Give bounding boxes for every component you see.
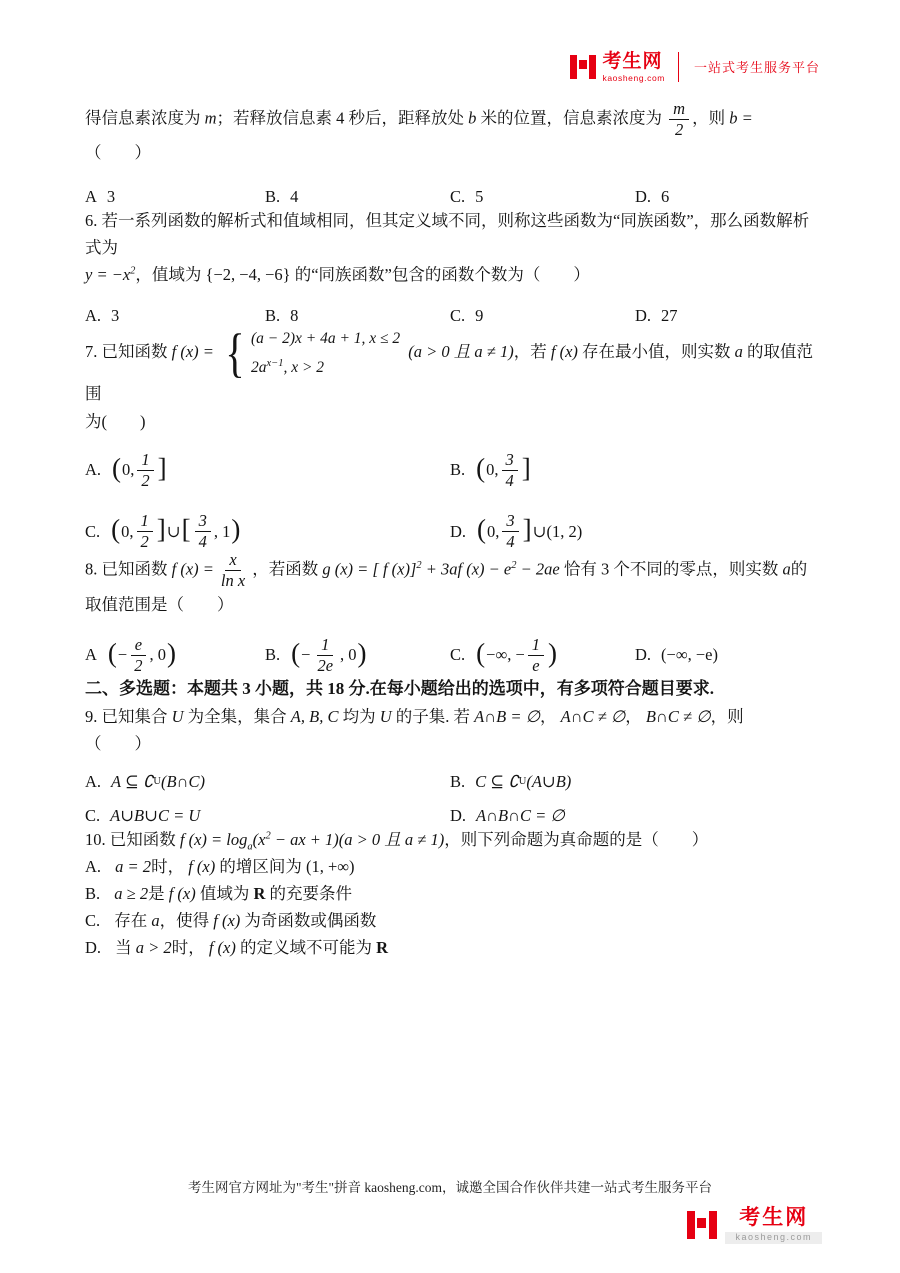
option-label: A. xyxy=(85,460,102,480)
text-run: 恰有 3 个不同的零点，则实数 xyxy=(563,559,779,579)
math-run: f (x) xyxy=(213,911,241,931)
math-run: C ⊆ ∁ xyxy=(475,771,519,791)
math-run: 0, xyxy=(121,521,134,541)
fraction xyxy=(669,100,689,139)
footer-brand-text xyxy=(725,1206,822,1244)
math-run: − ax + 1) xyxy=(270,829,339,849)
option-b xyxy=(265,187,450,207)
text-run: 得信息素浓度为 xyxy=(85,108,201,128)
question-6-options xyxy=(85,306,815,326)
math-run: − 2ae xyxy=(516,559,560,579)
fraction-numerator: 1 xyxy=(528,636,544,656)
text-run: 值域为 xyxy=(199,883,250,903)
footer-note: 考生网官方网址为"考生"拼音 kaosheng.com，诚邀全国合作伙伴共建一站式考生服务平台 xyxy=(187,1180,712,1195)
kaosheng-footer-logo xyxy=(687,1206,822,1244)
fraction-denominator: 2 xyxy=(134,655,143,675)
question-9-options-row-2 xyxy=(85,806,815,826)
math-run: 0, xyxy=(486,460,499,480)
fraction xyxy=(502,512,518,551)
option-b xyxy=(450,451,815,490)
fraction-denominator: 4 xyxy=(505,470,514,490)
union-symbol: ∪ xyxy=(166,521,181,541)
fraction-denominator: e xyxy=(532,655,540,675)
option-label: D. xyxy=(85,938,102,958)
right-bracket: ) xyxy=(166,637,176,668)
text-run: 8. 已知函数 xyxy=(85,559,168,579)
logo-square xyxy=(697,1218,706,1228)
math-run: , 0 xyxy=(149,645,166,665)
answer-blank: 为( ) xyxy=(85,411,146,431)
math-run: a xyxy=(782,559,791,579)
option-label: C. xyxy=(85,521,101,541)
page-header xyxy=(0,0,900,100)
section-2-header xyxy=(85,675,815,703)
text-run: 当 xyxy=(115,938,132,958)
right-bracket: ] xyxy=(522,514,532,545)
exam-content xyxy=(0,100,900,962)
math-run: B∩C ≠ ∅ xyxy=(645,707,711,727)
text-run: 米的位置，信息素浓度为 xyxy=(480,108,663,128)
math-run-bold: R xyxy=(253,883,266,903)
option-label: C. xyxy=(85,911,101,931)
text-run: 存在最小值，则实数 xyxy=(582,342,731,361)
math-run: a > 2 xyxy=(135,938,172,958)
math-run: f (x) xyxy=(550,342,578,361)
option-label: D. xyxy=(635,645,652,665)
text-run: 的 xyxy=(790,559,808,579)
fraction xyxy=(502,451,518,490)
left-bracket: ( xyxy=(476,452,486,483)
brand-tagline: 一站式考生服务平台 xyxy=(693,60,820,76)
piecewise-function xyxy=(222,322,401,383)
math-run: U xyxy=(171,707,184,727)
math-run: f (x) = xyxy=(171,559,214,579)
math-run: f (x) = log xyxy=(179,829,248,849)
right-bracket: ] xyxy=(156,514,166,545)
option-c xyxy=(450,306,635,326)
math-run: b = xyxy=(729,108,753,128)
text-run: 的“同族函数”包含的函数个数为（ ） xyxy=(294,264,590,284)
left-bracket: ( xyxy=(111,514,121,545)
logo-bar xyxy=(570,55,577,79)
question-7-text-line-2 xyxy=(85,408,815,435)
option-d xyxy=(635,645,815,665)
fraction xyxy=(195,512,211,551)
logo-bar xyxy=(589,55,596,79)
math-run: 0, xyxy=(122,460,135,480)
question-10-option-a xyxy=(85,853,815,880)
text-run: 的定义域不可能为 xyxy=(239,938,372,958)
kaosheng-logo xyxy=(570,52,821,83)
kaosheng-logo-icon xyxy=(570,54,596,80)
option-value: 3 xyxy=(111,306,120,326)
fraction-numerator: 3 xyxy=(502,451,518,471)
text-run: 7. 已知函数 xyxy=(85,342,168,361)
text-run: 的取值范围 xyxy=(85,342,814,404)
math-run: f (x) xyxy=(188,856,216,876)
fraction-numerator: m xyxy=(669,100,689,120)
option-c xyxy=(450,187,635,207)
superscript: 2 xyxy=(130,265,136,277)
text-run: ；若释放信息素 4 秒后，距释放处 xyxy=(216,108,465,128)
option-label: B. xyxy=(450,771,466,791)
text-run: 时， xyxy=(151,856,185,876)
option-label: A. xyxy=(85,306,102,326)
math-run: (a > 0 且 a ≠ 1) xyxy=(408,342,514,361)
math-run: U xyxy=(379,707,392,727)
option-value: 8 xyxy=(290,306,299,326)
union-symbol: ∪ xyxy=(532,521,547,541)
option-a xyxy=(85,187,265,207)
option-d xyxy=(635,187,815,207)
option-d xyxy=(450,512,815,551)
text-run: ，若函数 xyxy=(252,559,319,579)
fraction xyxy=(130,636,146,675)
piecewise-cases xyxy=(251,326,400,380)
math-set: {−2, −4, −6} xyxy=(205,264,291,284)
superscript: 2 xyxy=(265,830,271,842)
math-run: (A∪B) xyxy=(526,771,572,791)
question-5-continuation xyxy=(85,100,815,167)
question-10-option-d xyxy=(85,934,815,961)
right-bracket: ) xyxy=(357,637,367,668)
math-run: 0, xyxy=(487,521,500,541)
option-value: 3 xyxy=(106,186,116,206)
math-run: , 0 xyxy=(340,645,357,665)
superscript: 2 xyxy=(511,560,517,572)
option-value: 9 xyxy=(475,306,484,326)
question-8-text-line-2 xyxy=(85,591,815,618)
left-bracket: [ xyxy=(181,514,191,545)
math-run-bold: R xyxy=(376,938,389,958)
math-run: (x xyxy=(252,829,266,849)
fraction-numerator: e xyxy=(131,636,146,656)
section-title: 二、多选题：本题共 3 小题，共 18 分.在每小题给出的选项中，有多项符合题目要求. xyxy=(85,679,714,699)
math-run: (B∩C) xyxy=(161,771,205,791)
fraction xyxy=(137,512,153,551)
logo-square xyxy=(579,60,587,69)
fraction-denominator: 2e xyxy=(317,655,334,675)
left-bracket: ( xyxy=(107,637,117,668)
option-label: A. xyxy=(85,771,102,791)
fraction-denominator: 2 xyxy=(675,120,684,140)
question-5-options xyxy=(85,187,815,207)
option-c xyxy=(85,512,450,551)
option-d xyxy=(450,806,815,826)
answer-blank: （ ） xyxy=(85,734,151,754)
brand-text xyxy=(603,52,665,83)
math-run: y = −x xyxy=(85,264,131,284)
math-run: f (x) = xyxy=(171,342,214,361)
superscript: 2 xyxy=(416,560,422,572)
math-run: (a > 0 且 a ≠ 1) xyxy=(338,829,445,849)
option-c xyxy=(85,806,450,826)
math-run: f (x) xyxy=(168,883,196,903)
math-run: A∩C ≠ ∅ xyxy=(560,707,626,727)
option-d xyxy=(635,306,815,326)
option-a: A. A ⊆ ∁ U (B∩C) xyxy=(85,771,205,791)
fraction-numerator: 1 xyxy=(137,451,153,471)
text-run: ，值域为 xyxy=(135,264,202,284)
option-label: D. xyxy=(450,521,467,541)
answer-blank: 取值范围是（ ） xyxy=(85,594,234,614)
math-run: A∩B∩C = ∅ xyxy=(476,805,565,825)
math-run: , x > 2 xyxy=(283,358,325,376)
text-run: 是 xyxy=(148,883,165,903)
left-bracket: ( xyxy=(112,452,122,483)
option-label: D. xyxy=(635,186,652,206)
option-b xyxy=(265,306,450,326)
math-run: A ⊆ ∁ xyxy=(111,771,154,791)
math-run: f (x) xyxy=(208,938,236,958)
question-7-options-row-2 xyxy=(85,512,815,551)
math-run: A∪B∪C = U xyxy=(110,805,201,825)
text-run: 6. 若一系列函数的解析式和值域相同，但其定义域不同，则称这些函数为“同族函数”，那么函数解析式为 xyxy=(85,210,810,257)
case-2 xyxy=(251,355,400,381)
math-run: A, B, C xyxy=(290,707,339,727)
text-run: ，使得 xyxy=(159,911,210,931)
fraction-numerator: 3 xyxy=(195,512,211,532)
option-b: B. C ⊆ ∁ U (A∪B) xyxy=(450,771,572,791)
fraction-denominator: 4 xyxy=(506,532,515,552)
text-run: 9. 已知集合 xyxy=(85,707,168,727)
question-8-text xyxy=(85,551,815,590)
option-value: 5 xyxy=(475,186,484,206)
text-run: 存在 xyxy=(114,911,148,931)
fraction xyxy=(528,636,544,675)
question-9-text-line-2 xyxy=(85,730,815,757)
option-value: 6 xyxy=(661,186,670,206)
text-run: 的子集. 若 xyxy=(395,707,471,727)
question-9-options-row-1 xyxy=(85,772,815,792)
math-run: (1, +∞) xyxy=(305,856,355,876)
text-run: 均为 xyxy=(342,707,376,727)
text-run: 为全集，集合 xyxy=(187,707,287,727)
option-label: D. xyxy=(635,306,652,326)
option-label: C. xyxy=(450,306,466,326)
fraction xyxy=(137,451,153,490)
logo-bar xyxy=(687,1211,695,1239)
math-run: b xyxy=(468,108,477,128)
option-label: C. xyxy=(85,805,101,825)
subscript: a xyxy=(247,840,253,852)
superscript: x−1 xyxy=(266,357,284,369)
math-run: (1, 2) xyxy=(546,521,583,541)
math-run: , 1 xyxy=(213,521,231,541)
text-run: ，则 xyxy=(692,108,726,128)
question-10-option-c xyxy=(85,907,815,934)
math-run: − xyxy=(301,645,311,665)
right-bracket: ) xyxy=(548,637,558,668)
option-a xyxy=(85,451,450,490)
text-run: ，则 xyxy=(710,707,744,727)
math-run: m xyxy=(204,108,217,128)
math-run: g (x) = [ f (x)] xyxy=(322,559,417,579)
text-run: 的充要条件 xyxy=(269,883,353,903)
fraction-numerator: 1 xyxy=(317,636,333,656)
left-brace: { xyxy=(225,322,245,383)
option-label: B. xyxy=(265,645,281,665)
question-10-text xyxy=(85,826,815,853)
question-6-text-line-2 xyxy=(85,261,815,288)
right-bracket: ) xyxy=(231,514,241,545)
option-label: B. xyxy=(450,460,466,480)
option-label: A xyxy=(85,645,97,665)
fraction xyxy=(313,636,337,675)
text-run: ， xyxy=(625,707,642,727)
fraction-numerator: 1 xyxy=(137,512,153,532)
math-run: + 3af (x) − e xyxy=(421,559,512,579)
math-run: a xyxy=(151,911,160,931)
text-run: 的增区间为 xyxy=(219,856,302,876)
option-label: A xyxy=(85,186,97,206)
math-run: a = 2 xyxy=(115,856,152,876)
text-run: 为奇函数或偶函数 xyxy=(244,911,377,931)
text-run: ，若 xyxy=(513,342,547,361)
question-10-option-b xyxy=(85,880,815,907)
option-c xyxy=(450,636,635,675)
brand-divider xyxy=(678,52,679,82)
right-bracket: ] xyxy=(521,452,531,483)
brand-domain: kaosheng.com xyxy=(725,1232,822,1244)
text-run: ， xyxy=(539,707,557,727)
option-label: B. xyxy=(265,186,281,206)
question-7-options-row-1 xyxy=(85,451,815,490)
fraction-denominator: ln x xyxy=(220,571,246,591)
kaosheng-logo-icon xyxy=(687,1210,717,1240)
fraction-numerator: 3 xyxy=(502,512,518,532)
option-label: C. xyxy=(450,186,466,206)
fraction-denominator: 2 xyxy=(140,532,149,552)
option-label: C. xyxy=(450,645,466,665)
math-run: (−∞, −e) xyxy=(661,645,718,665)
logo-bar xyxy=(709,1211,717,1239)
question-7-text xyxy=(85,322,815,407)
brand-name: 考生网 xyxy=(602,50,663,72)
brand-domain: kaosheng.com xyxy=(602,72,665,83)
right-bracket: ] xyxy=(157,452,167,483)
left-bracket: ( xyxy=(476,637,486,668)
text-run: 时， xyxy=(171,938,205,958)
question-6-text-line-1 xyxy=(85,207,815,261)
question-8-options xyxy=(85,636,815,675)
option-label: D. xyxy=(450,805,467,825)
question-9-text xyxy=(85,703,815,730)
left-bracket: ( xyxy=(477,514,487,545)
math-run: a ≥ 2 xyxy=(114,883,149,903)
fraction-denominator: 4 xyxy=(198,532,207,552)
math-run: a xyxy=(734,342,743,361)
text-run: ，则下列命题为真命题的是（ ） xyxy=(444,829,709,849)
option-value: 4 xyxy=(290,186,299,206)
option-label: B. xyxy=(85,883,101,903)
math-run: A∩B = ∅ xyxy=(474,707,540,727)
option-label: A. xyxy=(85,856,102,876)
math-run: 2a xyxy=(250,358,267,376)
math-run: − xyxy=(117,645,128,665)
brand-name: 考生网 xyxy=(739,1206,809,1229)
answer-blank: （ ） xyxy=(85,143,151,163)
fraction xyxy=(217,551,249,590)
option-label: B. xyxy=(265,306,281,326)
left-bracket: ( xyxy=(291,637,301,668)
option-b xyxy=(265,636,450,675)
fraction-denominator: 2 xyxy=(141,470,150,490)
option-a xyxy=(85,636,265,675)
case-1: (a − 2)x + 4a + 1, x ≤ 2 xyxy=(250,330,401,348)
text-run: 10. 已知函数 xyxy=(85,829,176,849)
fraction-numerator: x xyxy=(225,551,240,571)
option-value: 27 xyxy=(661,306,678,326)
math-run: −∞, − xyxy=(486,645,525,665)
